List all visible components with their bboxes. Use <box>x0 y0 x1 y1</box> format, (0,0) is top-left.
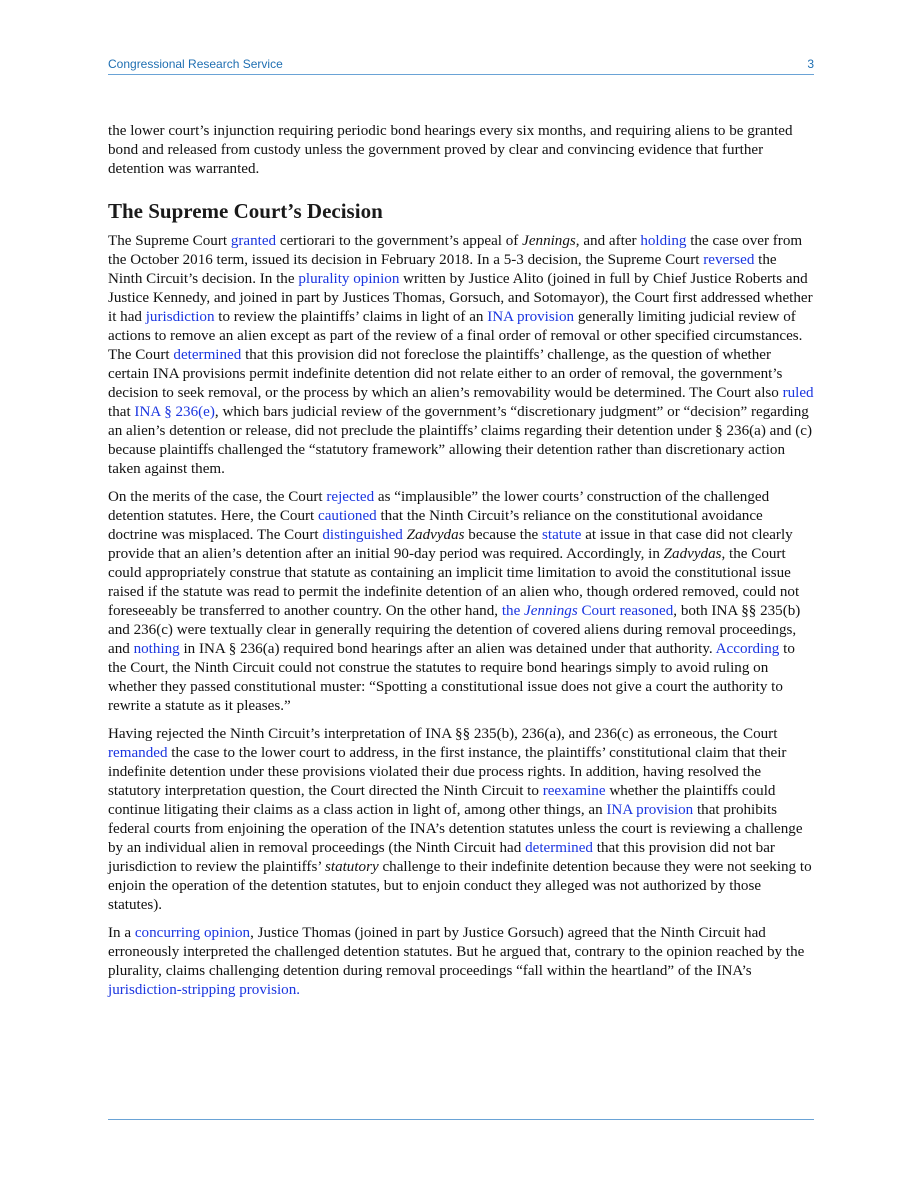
link-reversed[interactable]: reversed <box>703 252 755 268</box>
paragraph-remand: Having rejected the Ninth Circuit’s interpretation of INA §§ 235(b), 236(a), and 236(c) as erroneous, the Court remanded the case to the lower court to address, in the first instance, the plaintiffs’ constitutional claim that their indefinite detention under these provisions violated their due process rights. In addition, having resolved the statutory interpretation question, the Court directed the Ninth Circuit to reexamine whether the plaintiffs could continue litigating their claims as a class action in light of, among other things, an INA provision that prohibits federal courts from enjoining the operation of the INA’s detention statutes unless the court is reviewing a challenge by an individual alien in removal proceedings (the Ninth Circuit had determined that this provision did not bar jurisdiction to review the plaintiffs’ statutory challenge to their indefinite detention because they were not seeking to enjoin the operation of the detention statutes, but to enjoin conduct they alleged was not authorized by those statutes). <box>108 726 812 913</box>
link-cautioned[interactable]: cautioned <box>318 508 377 524</box>
link-ina-236e[interactable]: INA § 236(e) <box>134 404 215 420</box>
link-ruled[interactable]: ruled <box>782 385 814 401</box>
link-jennings-court-reasoned[interactable]: the Jennings Court reasoned <box>501 603 674 619</box>
link-remanded[interactable]: remanded <box>108 745 168 761</box>
link-reexamine[interactable]: reexamine <box>542 783 606 799</box>
paragraph-decision: The Supreme Court granted certiorari to the government’s appeal of Jennings, and after holding the case over from the October 2016 term, issued its decision in February 2018. In a 5-3 decision, the Supreme Court reversed the Ninth Circuit’s decision. In the plurality opinion written by Justice Alito (joined in full by Chief Justice Roberts and Justice Kennedy, and joined in part by Justices Thomas, Gorsuch, and Sotomayor), the Court first addressed whether it had jurisdiction to review the plaintiffs’ claims in light of an INA provision generally limiting judicial review of actions to remove an alien except as part of the review of a final order of removal or other specified circumstances. The Court determined that this provision did not foreclose the plaintiffs’ challenge, as the question of whether certain INA provisions permit indefinite detention did not relate either to an order of removal, the government’s decision to seek removal, or the process by which an alien’s removability would be determined. The Court also ruled that INA § 236(e), which bars judicial review of the government’s “discretionary judgment” or “decision” regarding an alien’s detention or release, did not preclude the plaintiffs’ claims regarding their detention under § 236(a) and (c) because plaintiffs challenged the “statutory framework” allowing their detention rather than discretionary action taken against them. <box>108 233 814 477</box>
link-rejected[interactable]: rejected <box>326 489 375 505</box>
intro-paragraph: the lower court’s injunction requiring periodic bond hearings every six months, and requiring aliens to be granted bond and released from custody unless the government proved by clear and convincing evidence that further detention was warranted. <box>108 123 793 177</box>
page-header <box>108 57 814 75</box>
paragraph-merits: On the merits of the case, the Court rejected as “implausible” the lower courts’ construction of the challenged detention statutes. Here, the Court cautioned that the Ninth Circuit’s reliance on the constitutional avoidance doctrine was misplaced. The Court distinguished Zadvydas because the statute at issue in that case did not clearly provide that an alien’s detention after an initial 90-day period was required. Accordingly, in Zadvydas, the Court could appropriately construe that statute as containing an implicit time limitation to avoid the constitutional issue raised if the statute was read to permit the indefinite detention of an alien who, though ordered removed, could not foreseeably be transferred to another country. On the other hand, the Jennings Court reasoned, both INA §§ 235(b) and 236(c) were textually clear in generally requiring the detention of covered aliens during removal proceedings, and nothing in INA § 236(a) required bond hearings after an alien was detained under that authority. According to the Court, the Ninth Circuit could not construe the statutes to require bond hearings simply to avoid ruling on whether they passed constitutional muster: “Spotting a constitutional issue does not give a court the authority to rewrite a statute as it pleases.” <box>108 489 801 714</box>
section-heading: The Supreme Court’s Decision <box>108 199 383 223</box>
link-according[interactable]: According <box>715 641 780 657</box>
link-ina-provision[interactable]: INA provision <box>487 309 575 325</box>
footer-rule <box>108 1119 814 1120</box>
link-jurisdiction[interactable]: jurisdiction <box>145 309 215 325</box>
document-body <box>108 122 814 1009</box>
header-source: Congressional Research Service <box>108 57 283 71</box>
page-number: 3 <box>807 57 814 71</box>
link-ina-provision-2[interactable]: INA provision <box>606 802 694 818</box>
link-jurisdiction-stripping-provision[interactable]: jurisdiction-stripping provision. <box>108 982 301 998</box>
link-statute[interactable]: statute <box>542 527 582 543</box>
link-determined-2[interactable]: determined <box>525 840 593 856</box>
paragraph-concurrence: In a concurring opinion, Justice Thomas (joined in part by Justice Gorsuch) agreed that the Ninth Circuit had erroneously interpreted the challenged detention statutes. But he argued that, contrary to the opinion reached by the plurality, claims challenging detention during removal proceedings “fall within the heartland” of the INA’s jurisdiction-stripping provision. <box>108 925 805 998</box>
link-distinguished[interactable]: distinguished <box>322 527 403 543</box>
link-determined[interactable]: determined <box>173 347 242 363</box>
link-holding[interactable]: holding <box>640 233 687 249</box>
link-nothing[interactable]: nothing <box>133 641 180 657</box>
link-granted[interactable]: granted <box>230 233 277 249</box>
header-rule <box>108 74 814 75</box>
link-concurring-opinion[interactable]: concurring opinion <box>134 925 251 941</box>
link-plurality-opinion[interactable]: plurality opinion <box>298 271 400 287</box>
